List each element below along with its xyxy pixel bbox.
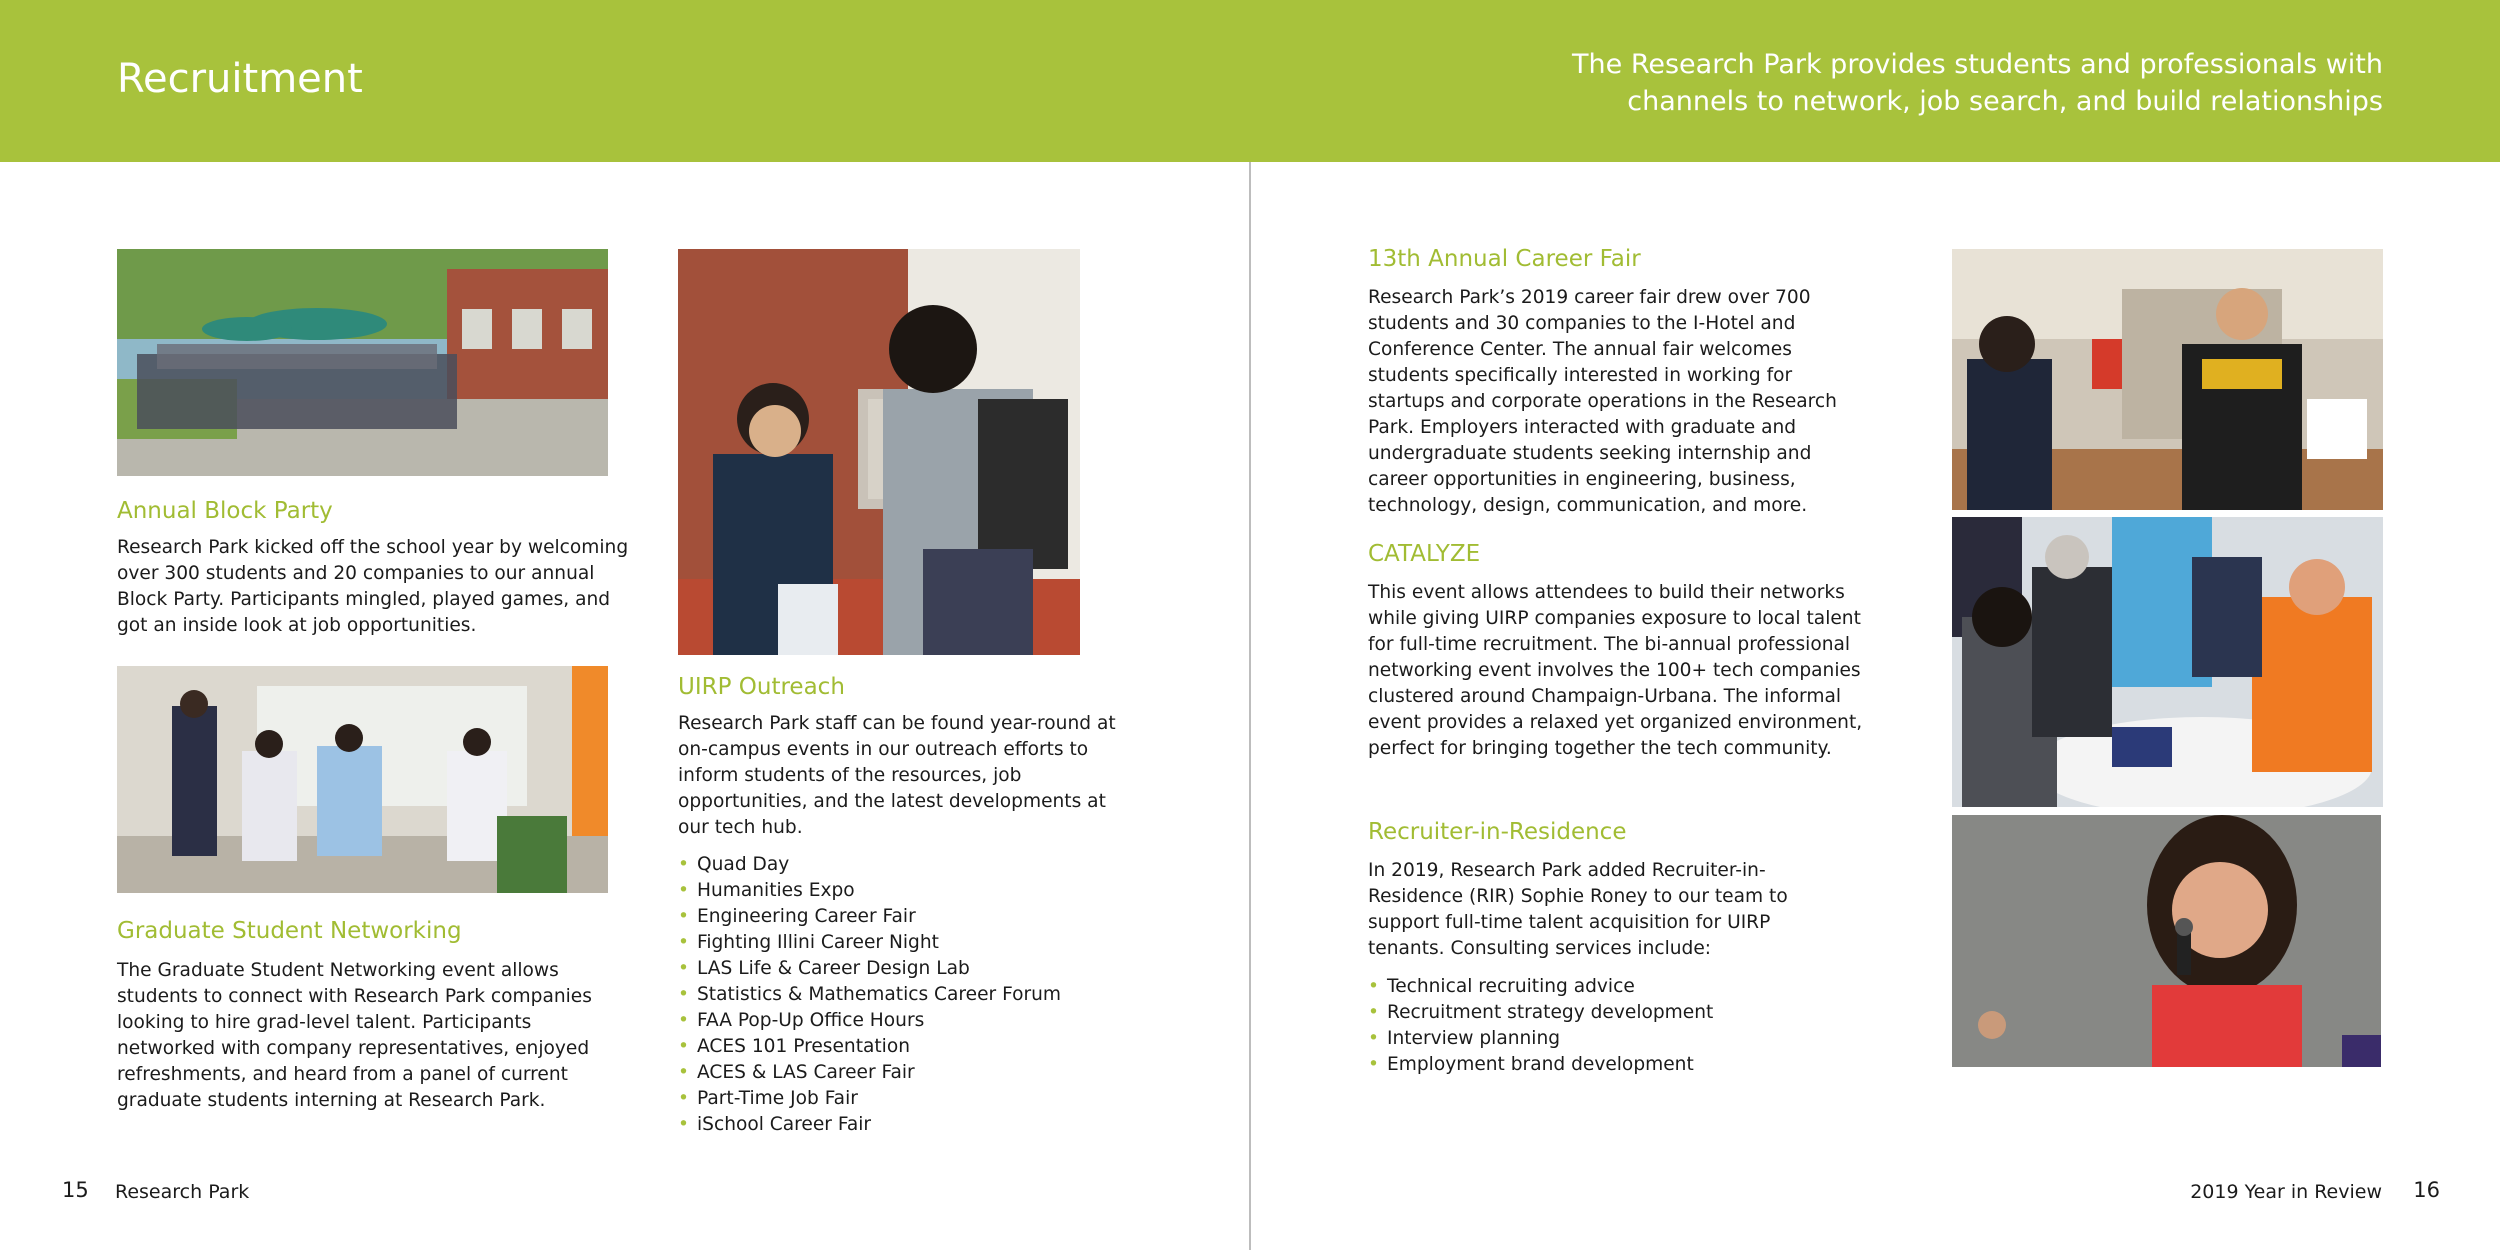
outreach-event-item: • Part-Time Job Fair — [678, 1086, 1148, 1112]
outreach-body: Research Park staff can be found year-round at on-campus events in our outreach efforts to inform students of the resources, job opportunities, and the latest developments at our tech hub. — [678, 713, 1116, 838]
outreach-event-item: • Humanities Expo — [678, 878, 1148, 904]
page-title: Recruitment — [117, 56, 363, 102]
catalyze-photo — [1952, 517, 2383, 807]
outreach-event-item: • FAA Pop-Up Office Hours — [678, 1008, 1148, 1034]
outreach-event-item: • LAS Life & Career Design Lab — [678, 956, 1148, 982]
rir-services-list — [1368, 974, 1788, 1078]
outreach-photo — [678, 249, 1080, 655]
outreach-event-item: • Statistics & Mathematics Career Forum — [678, 982, 1148, 1008]
block-party-body: Research Park kicked off the school year by welcoming over 300 students and 20 companies to our annual Block Party. Participants mingled, played games, and got an inside look at job opportunities. — [117, 537, 629, 636]
outreach-event-item: • Fighting Illini Career Night — [678, 930, 1148, 956]
outreach-event-item: • Quad Day — [678, 852, 1148, 878]
grad-networking-title: Graduate Student Networking — [117, 918, 462, 944]
tagline-line-2: channels to network, job search, and build relationships — [1627, 86, 2383, 117]
block-party-title: Annual Block Party — [117, 498, 333, 524]
outreach-event-item: • ACES & LAS Career Fair — [678, 1060, 1148, 1086]
header-band — [0, 0, 2500, 162]
left-footer-label: Research Park — [115, 1181, 250, 1203]
rir-service-item: • Employment brand development — [1368, 1052, 1788, 1078]
rir-service-item: • Technical recruiting advice — [1368, 974, 1788, 1000]
header-tagline — [1283, 46, 2383, 120]
rir-body: In 2019, Research Park added Recruiter-in-Residence (RIR) Sophie Roney to our team to support full-time talent acquisition for UIRP tenants. Consulting services include: — [1368, 860, 1788, 959]
rir-photo — [1952, 815, 2381, 1067]
career-fair-title: 13th Annual Career Fair — [1368, 246, 1641, 272]
outreach-title: UIRP Outreach — [678, 674, 845, 700]
career-fair-body: Research Park’s 2019 career fair drew over 700 students and 30 companies to the I-Hotel and Conference Center. The annual fair welcomes students specifically interested in working for startups and corporate operations in the Research Park. Employers interacted with graduate and undergraduate students seeking internship and career opportunities in engineering, business, technology, design, communication, and more. — [1368, 287, 1837, 516]
tagline-line-1: The Research Park provides students and professionals with — [1572, 49, 2383, 80]
outreach-event-item: • iSchool Career Fair — [678, 1112, 1148, 1138]
outreach-event-list — [678, 852, 1148, 1138]
rir-title: Recruiter-in-Residence — [1368, 819, 1627, 845]
outreach-event-item: • Engineering Career Fair — [678, 904, 1148, 930]
career-fair-photo — [1952, 249, 2383, 510]
catalyze-body: This event allows attendees to build their networks while giving UIRP companies exposure to local talent for full-time recruitment. The bi-annual professional networking event involves the 100+ tech companies clustered around Champaign-Urbana. The informal event provides a relaxed yet organized environment, perfect for bringing together the tech community. — [1368, 582, 1863, 759]
page-divider — [1249, 162, 1251, 1250]
rir-service-item: • Recruitment strategy development — [1368, 1000, 1788, 1026]
block-party-photo — [117, 249, 608, 476]
outreach-event-item: • ACES 101 Presentation — [678, 1034, 1148, 1060]
left-page-number: 15 — [62, 1178, 89, 1202]
rir-service-item: • Interview planning — [1368, 1026, 1788, 1052]
grad-networking-body: The Graduate Student Networking event allows students to connect with Research Park companies looking to hire grad-level talent. Participants networked with company representatives, enjoyed refreshments, and heard from a panel of current graduate students interning at Research Park. — [117, 960, 592, 1111]
catalyze-title: CATALYZE — [1368, 541, 1481, 567]
right-page-number: 16 — [2413, 1178, 2440, 1202]
right-footer-label: 2019 Year in Review — [2190, 1181, 2382, 1203]
grad-networking-photo — [117, 666, 608, 893]
